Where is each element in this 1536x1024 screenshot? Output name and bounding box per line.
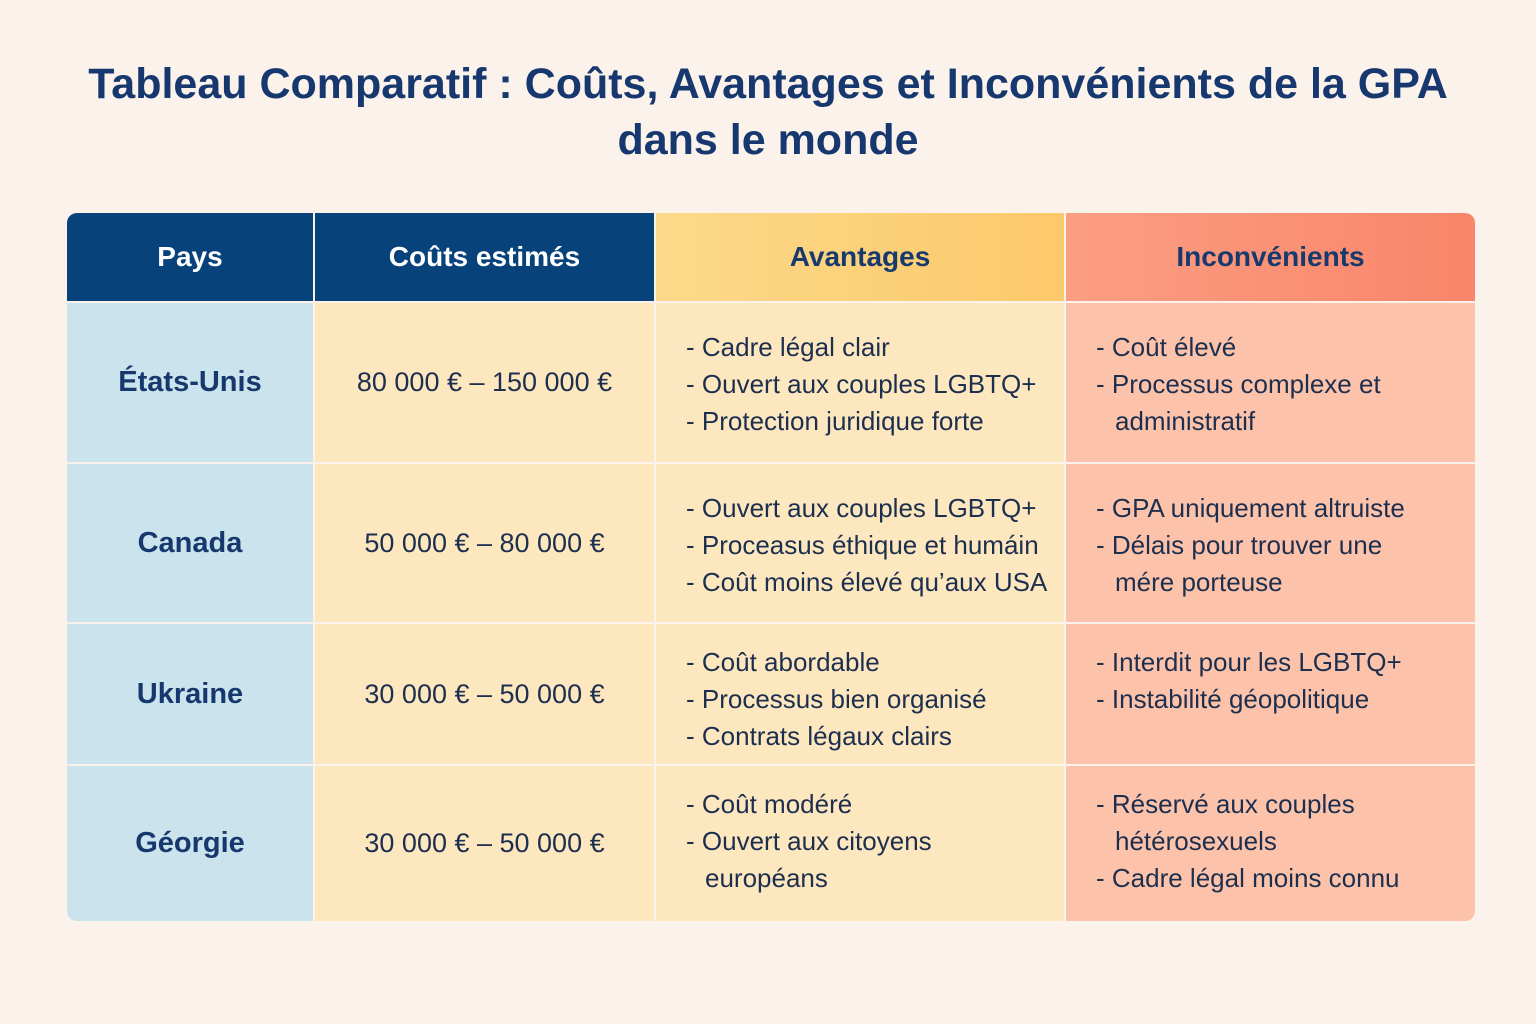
cell-pays: Ukraine	[67, 623, 314, 765]
header-pays: Pays	[67, 213, 314, 302]
list-item: - Interdit pour les LGBTQ+	[1096, 644, 1475, 681]
cell-inconvenients	[1065, 765, 1475, 921]
cell-couts: 30 000 € – 50 000 €	[314, 765, 655, 921]
list-item: - GPA uniquement altruiste	[1096, 490, 1475, 527]
page-title	[40, 56, 1496, 168]
inconvenients-list	[1066, 303, 1475, 440]
header-inconvenients: Inconvénients	[1065, 213, 1475, 302]
list-item: - Coût moins élevé qu’aux USA	[686, 564, 1064, 601]
comparison-table	[67, 213, 1475, 921]
list-item: - Proceasus éthique et humáin	[686, 527, 1064, 564]
cell-avantages	[655, 765, 1065, 921]
cell-pays: Géorgie	[67, 765, 314, 921]
cell-couts: 30 000 € – 50 000 €	[314, 623, 655, 765]
header-avantages: Avantages	[655, 213, 1065, 302]
list-item: - Processus bien organisé	[686, 681, 1064, 718]
list-item: - Coût modéré	[686, 786, 1064, 823]
cell-pays: Canada	[67, 463, 314, 623]
avantages-list	[656, 766, 1064, 897]
table-row-canada	[67, 463, 1475, 623]
cell-couts: 80 000 € – 150 000 €	[314, 302, 655, 463]
list-item: - Instabilité géopolitique	[1096, 681, 1475, 718]
list-item: - Réservé aux couples hétérosexuels	[1096, 786, 1385, 860]
list-item: - Coût abordable	[686, 644, 1064, 681]
inconvenients-list	[1066, 766, 1475, 897]
cell-inconvenients	[1065, 302, 1475, 463]
cell-inconvenients	[1065, 623, 1475, 765]
list-item: - Cadre légal moins connu	[1096, 860, 1475, 897]
cell-couts: 50 000 € – 80 000 €	[314, 463, 655, 623]
list-item: - Délais pour trouver une mére porteuse	[1096, 527, 1415, 601]
cell-avantages	[655, 623, 1065, 765]
list-item: - Processus complexe et administratif	[1096, 366, 1385, 440]
avantages-list	[656, 464, 1064, 601]
page-title-line-2: dans le monde	[617, 116, 919, 164]
comparison-table-container	[67, 213, 1475, 921]
cell-pays: États-Unis	[67, 302, 314, 463]
list-item: - Protection juridique forte	[686, 403, 1064, 440]
table-header-row	[67, 213, 1475, 302]
list-item: - Ouvert aux couples LGBTQ+	[686, 490, 1064, 527]
table-row-georgie	[67, 765, 1475, 921]
cell-avantages	[655, 463, 1065, 623]
inconvenients-list	[1066, 624, 1475, 718]
table-row-ukraine	[67, 623, 1475, 765]
header-couts: Coûts estimés	[314, 213, 655, 302]
list-item: - Coût élevé	[1096, 329, 1475, 366]
list-item: - Ouvert aux couples LGBTQ+	[686, 366, 1064, 403]
page-title-line-1: Tableau Comparatif : Coûts, Avantages et Inconvénients de la GPA	[88, 60, 1448, 108]
table-row-etats-unis	[67, 302, 1475, 463]
inconvenients-list	[1066, 464, 1475, 601]
cell-avantages	[655, 302, 1065, 463]
list-item: - Contrats légaux clairs	[686, 718, 1064, 755]
list-item: - Ouvert aux citoyens européans	[686, 823, 965, 897]
avantages-list	[656, 303, 1064, 440]
list-item: - Cadre légal clair	[686, 329, 1064, 366]
avantages-list	[656, 624, 1064, 755]
cell-inconvenients	[1065, 463, 1475, 623]
